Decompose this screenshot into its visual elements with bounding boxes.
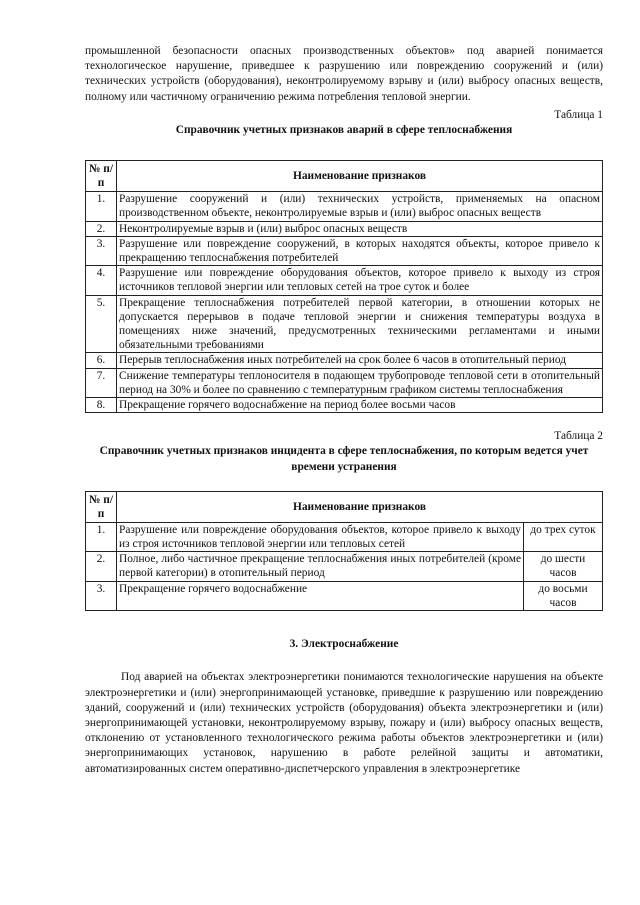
table-row [86,398,603,413]
intro-paragraph: промышленной безопасности опасных производственных объектов» под аварией понимается технологическое нарушение, приведшее к разрушению или повреждению сооружений и (или) технических устройств (оборудования), неконтролируемому взрыву и (или) выбросу опасных веществ, полному или частичному ограничению режима потребления тепловой энергии. [85,45,603,103]
row-number: 7. [86,368,117,397]
row-number: 4. [86,266,117,295]
table1-header-name: Наименование признаков [117,161,603,192]
table-row [86,295,603,353]
table1-label: Таблица 1 [554,108,603,121]
table-row [86,353,603,368]
table-row [86,236,603,265]
row-number: 1. [86,522,117,551]
table1 [85,160,603,413]
table-row [86,522,603,551]
table-row [86,368,603,397]
row-term: до восьми часов [524,581,603,610]
table2-header-num: № п/п [86,491,117,522]
row-text: Прекращение горячего водоснабжение [117,581,524,610]
table2-header-row [86,491,603,522]
table2-label: Таблица 2 [554,430,603,443]
row-text: Разрушение или повреждение оборудования объектов, которое привело к выходу из строя источников тепловой энергии или тепловых сетей [117,522,524,551]
row-number: 2. [86,221,117,236]
section-paragraph: Под аварией на объектах электроэнергетики понимаются технологические нарушения на объекте электроэнергетики и (или) энергопринимающей установке, приведшие к разрушению или повреждению зданий, сооружений и (или) технических устройств (оборудования) объекта электроэнергетики и (или) энергопринимающей установки, неконтролируемому взрыву, пожару и (или) выбросу опасных веществ, отклонению от установленного технологического режима работы объектов электроэнергетики и (или) энергопринимающих установок, нарушению в работе релейной защиты и автоматики, автоматизированных систем оперативно-диспетчерского управления в электроэнергетике [85,671,603,775]
document-page [85,44,603,777]
table1-header-row [86,161,603,192]
table-row [86,552,603,581]
row-text: Разрушение или повреждение оборудования объектов, которое привело к выходу из строя источников тепловой энергии или тепловых сетей на трое суток и более [117,266,603,295]
row-text: Неконтролируемые взрыв и (или) выброс опасных веществ [117,221,603,236]
row-text: Разрушение или повреждение сооружений, в которых находятся объекты, которое привело к прекращению теплоснабжения потребителей [117,236,603,265]
row-term: до шести часов [524,552,603,581]
row-number: 3. [86,236,117,265]
row-number: 6. [86,353,117,368]
table2-title: Справочник учетных признаков инцидента в сфере теплоснабжения, по которым ведется учет времени устранения [99,445,589,473]
row-text: Прекращение теплоснабжения потребителей первой категории, в отношении которых не допускается перерывов в подаче тепловой энергии и снижения температуры воздуха в помещениях ниже значений, предусмотренных техническими регламентами и иными обязательными требованиями [117,295,603,353]
table1-header-num: № п/п [86,161,117,192]
row-text: Прекращение горячего водоснабжение на период более восьми часов [117,398,603,413]
table2-header-name: Наименование признаков [117,491,603,522]
table1-title: Справочник учетных признаков аварий в сфере теплоснабжения [175,124,513,137]
table-row [86,192,603,221]
row-number: 3. [86,581,117,610]
row-text: Перерыв теплоснабжения иных потребителей на срок более 6 часов в отопительный период [117,353,603,368]
row-term: до трех суток [524,522,603,551]
table2 [85,491,603,611]
row-text: Разрушение сооружений и (или) технических устройств, применяемых на опасном производственном объекте, неконтролируемые взрыв и (или) выброс опасных веществ [117,192,603,221]
table-row [86,581,603,610]
row-text: Полное, либо частичное прекращение теплоснабжения иных потребителей (кроме первой категории) в отопительный период [117,552,524,581]
table-row [86,221,603,236]
row-number: 1. [86,192,117,221]
row-number: 2. [86,552,117,581]
section-heading: 3. Электроснабжение [289,638,399,651]
row-number: 5. [86,295,117,353]
row-number: 8. [86,398,117,413]
row-text: Снижение температуры теплоносителя в подающем трубопроводе тепловой сети в отопительный период на 30% и более по сравнению с температурным графиком системы теплоснабжения [117,368,603,397]
table-row [86,266,603,295]
